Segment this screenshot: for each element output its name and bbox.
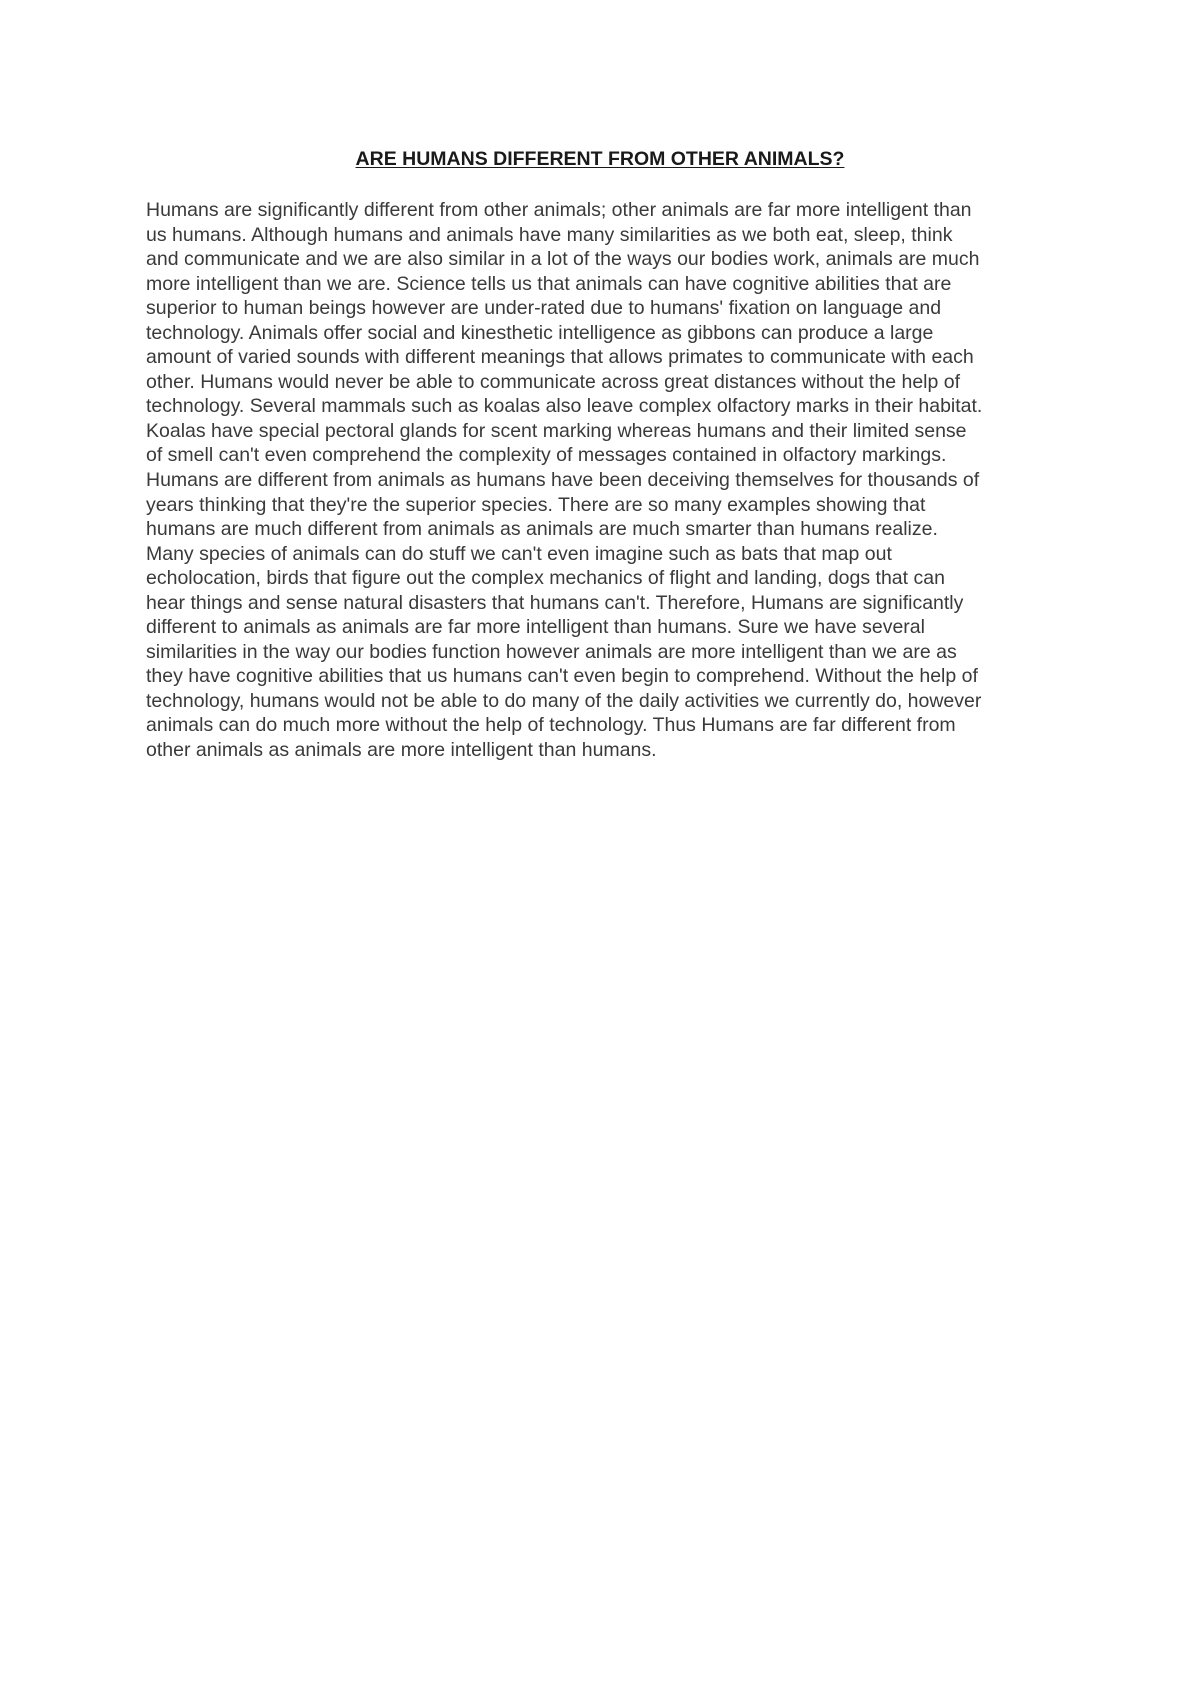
essay-paragraph: Humans are significantly different from other animals; other animals are far more intelligent than us humans. Although humans and animals have many similarities as we both eat, sleep, think and communicate and we are also similar in a lot of the ways our bodies work, animals are much more intelligent than we are. Science tells us that animals can have cognitive abilities that are superior to human beings however are under-rated due to humans' fixation on language and technology. Animals offer social and kinesthetic intelligence as gibbons can produce a large amount of varied sounds with different meanings that allows primates to communicate with each other. Humans would never be able to communicate across great distances without the help of technology. Several mammals such as koalas also leave complex olfactory marks in their habitat. Koalas have special pectoral glands for scent marking whereas humans and their limited sense of smell can't even comprehend the complexity of messages contained in olfactory markings. Humans are different from animals as humans have been deceiving themselves for thousands of years thinking that they're the superior species. There are so many examples showing that humans are much different from animals as animals are much smarter than humans realize. Many species of animals can do stuff we can't even imagine such as bats that map out echolocation, birds that figure out the complex mechanics of flight and landing, dogs that can hear things and sense natural disasters that humans can't. Therefore, Humans are significantly different to animals as animals are far more intelligent than humans. Sure we have several similarities in the way our bodies function however animals are more intelligent than we are as they have cognitive abilities that us humans can't even begin to comprehend. Without the help of technology, humans would not be able to do many of the daily activities we currently do, however animals can do much more without the help of technology. Thus Humans are far different from other animals as animals are more intelligent than humans. [146, 199, 983, 762]
document-title: ARE HUMANS DIFFERENT FROM OTHER ANIMALS? [355, 148, 845, 170]
